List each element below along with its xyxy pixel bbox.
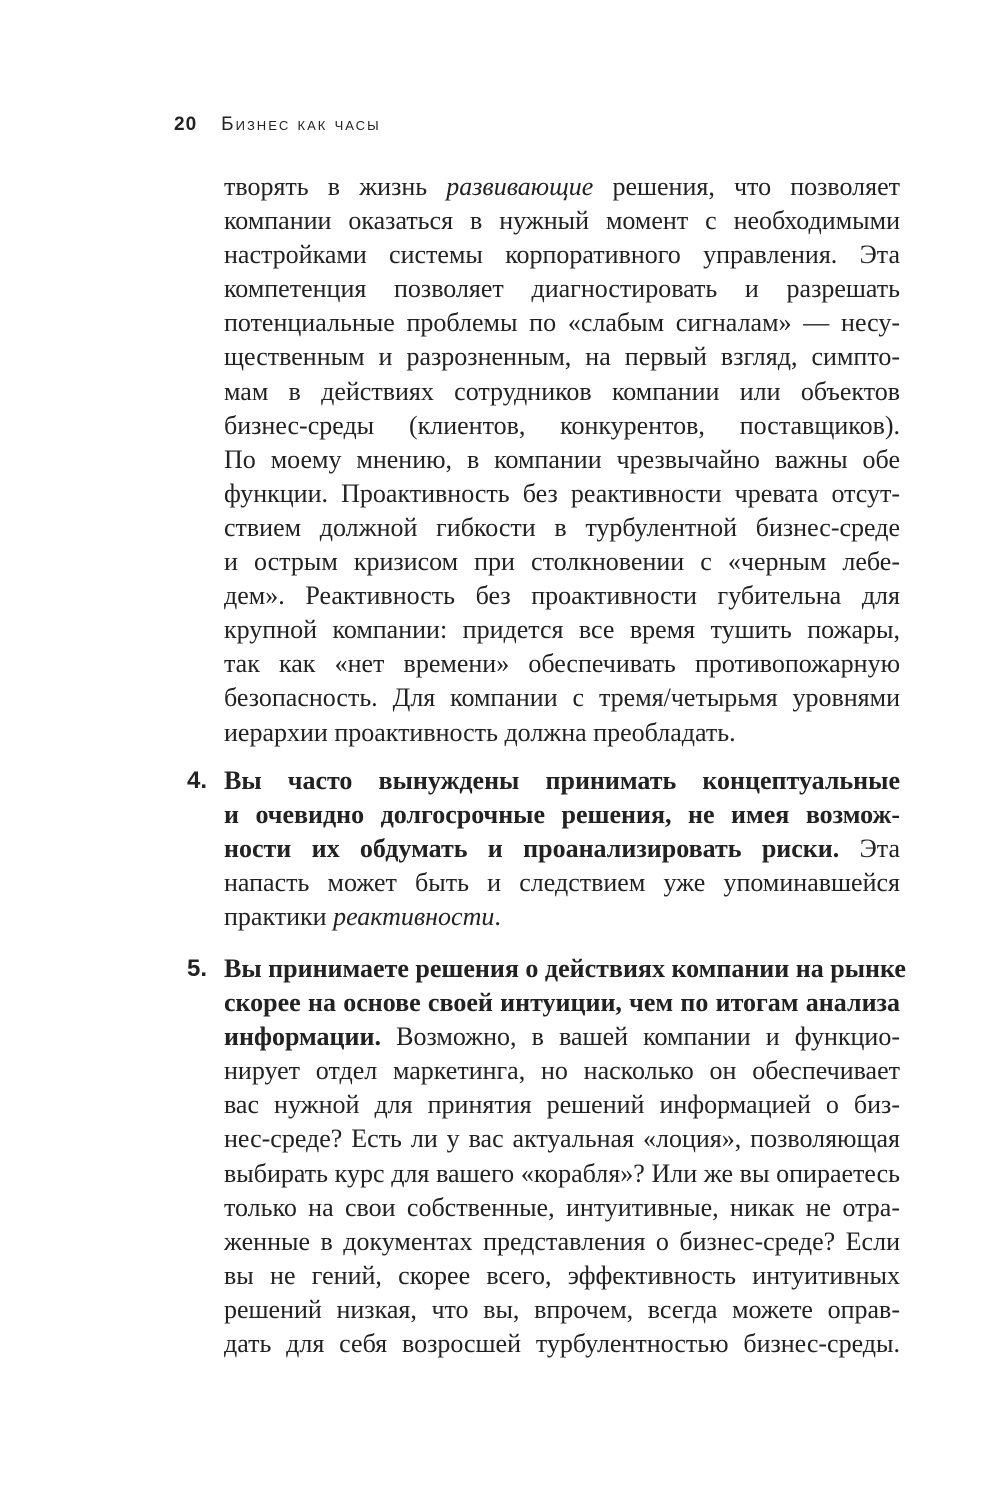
text-line: только на свои собственные, интуитивные, никак не отра-: [224, 1192, 900, 1222]
list-item-text: [224, 764, 900, 934]
text-line: компетенция позволяет диагностировать и разрешать: [224, 274, 900, 304]
text-line: вы не гений, скорее всего, эффективность интуитивных: [224, 1260, 900, 1290]
text-line: дать для себя возросшей турбулентностью бизнес-среды.: [224, 1329, 900, 1359]
text-line: ности их обдумать и проанализировать риски. Эта: [224, 834, 900, 864]
text-line: женные в документах представления о бизнес-среде? Если: [224, 1226, 900, 1256]
text-line: творять в жизнь развивающие решения, что позволяет: [224, 172, 900, 201]
text-line: информации. Возможно, в вашей компании и функцио-: [224, 1022, 900, 1052]
emphasis-text: развивающие: [446, 172, 594, 201]
list-number: 4.: [187, 767, 208, 794]
text-line: потенциальные проблемы по «слабым сигналам» — несу-: [224, 308, 900, 338]
text-line: функции. Проактивность без реактивности чревата отсут-: [224, 478, 900, 508]
text-line: решений низкая, что вы, впрочем, всегда можете оправ-: [224, 1294, 900, 1324]
book-title: Бизнес как часы: [221, 114, 381, 135]
text-line: безопасность. Для компании с тремя/четырьмя уровнями: [224, 683, 900, 713]
text-line: мам в действиях сотрудников компании или объектов: [224, 376, 900, 406]
bold-text: Вы принимаете решения о действиях компании на рынке: [224, 954, 906, 983]
text-line: так как «нет времени» обеспечивать противопожарную: [224, 649, 900, 679]
intro-paragraph: [224, 170, 900, 750]
bold-text: информации.: [224, 1022, 381, 1052]
text-line: [224, 764, 900, 798]
text-line: [224, 798, 900, 832]
list-item-text: [224, 952, 906, 1361]
text-line: и острым кризисом при столкновении с «черным лебе-: [224, 547, 900, 577]
text-line: крупной компании: придется все время тушить пожары,: [224, 615, 900, 645]
text-line: практики реактивности.: [224, 902, 501, 932]
text-line: компании оказаться в нужный момент с необходимыми: [224, 206, 900, 236]
text-line: щественным и разрозненным, на первый взгляд, симпто-: [224, 342, 900, 372]
text-line: бизнес-среды (клиентов, конкурентов, поставщиков).: [224, 410, 900, 440]
text-line: ствием должной гибкости в турбулентной бизнес-среде: [224, 512, 900, 542]
text-line: вас нужной для принятия решений информацией о биз-: [224, 1090, 900, 1120]
text-line: [224, 952, 906, 986]
list-number: 5.: [187, 955, 208, 982]
text-line: нес-среде? Есть ли у вас актуальная «лоция», позволяющая: [224, 1124, 900, 1154]
bold-text: Вы часто вынуждены принимать концептуальные: [224, 766, 900, 795]
text-line: нирует отдел маркетинга, но насколько он обеспечивает: [224, 1056, 900, 1086]
text-line: напасть может быть и следствием уже упоминавшейся: [224, 868, 900, 898]
text-line: выбирать курс для вашего «корабля»? Или же вы опираетесь: [224, 1158, 900, 1188]
bold-text: скорее на основе своей интуиции, чем по итогам анализа: [224, 988, 900, 1018]
text-line: [224, 986, 900, 1020]
emphasis-text: реактивности: [333, 902, 495, 932]
bold-text: ности их обдумать и проанализировать риски.: [224, 834, 840, 864]
text-line: настройками системы корпоративного управления. Эта: [224, 240, 900, 270]
bold-text: и очевидно долгосрочные решения, не имея возмож-: [224, 800, 900, 830]
text-line: По моему мнению, в компании чрезвычайно важны обе: [224, 444, 900, 474]
text-line: дем». Реактивность без проактивности губительна для: [224, 581, 900, 611]
text-line: иерархии проактивность должна преобладать.: [224, 717, 736, 747]
running-header: [174, 114, 381, 144]
page-number: 20: [174, 114, 198, 135]
